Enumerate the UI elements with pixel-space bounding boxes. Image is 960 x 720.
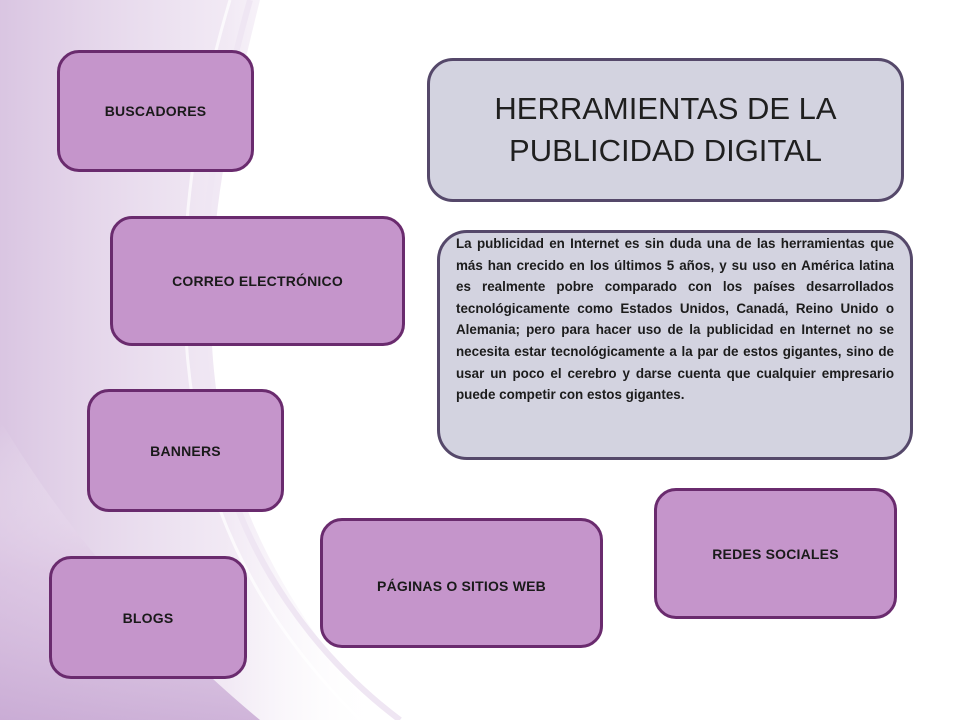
buscadores-label: BUSCADORES <box>104 103 207 119</box>
description-box <box>437 230 913 460</box>
banners-label: BANNERS <box>150 442 221 459</box>
title-line-1: HERRAMIENTAS DE LA <box>494 91 837 126</box>
paginas-sitios-web-box <box>320 518 603 648</box>
correo-electronico-label: CORREO ELECTRÓNICO <box>172 273 343 289</box>
description-text: La publicidad en Internet es sin duda una de las herramientas que más han crecido en los últimos 5 años, y su uso en América latina es realmente pobre comparado con los países desarrollados tecnológicamente como Estados Unidos, Canadá, Reino Unido o Alemania; pero para hacer uso de la publicidad en Internet no se necesita estar tecnológicamente a la par de estos gigantes, sino de usar un poco el cerebro y darse cuenta que cualquier empresario puede competir con estos gigantes. <box>456 236 894 403</box>
page-title <box>494 88 836 172</box>
redes-sociales-label: REDES SOCIALES <box>712 545 839 562</box>
buscadores-box <box>57 50 254 172</box>
blogs-box <box>49 556 247 679</box>
title-line-2: PUBLICIDAD DIGITAL <box>509 133 822 168</box>
blogs-label: BLOGS <box>122 609 174 626</box>
redes-sociales-box <box>654 488 897 619</box>
banners-box <box>87 389 284 512</box>
title-box <box>427 58 904 202</box>
correo-electronico-box <box>110 216 405 346</box>
paginas-sitios-web-label: PÁGINAS O SITIOS WEB <box>377 578 546 594</box>
